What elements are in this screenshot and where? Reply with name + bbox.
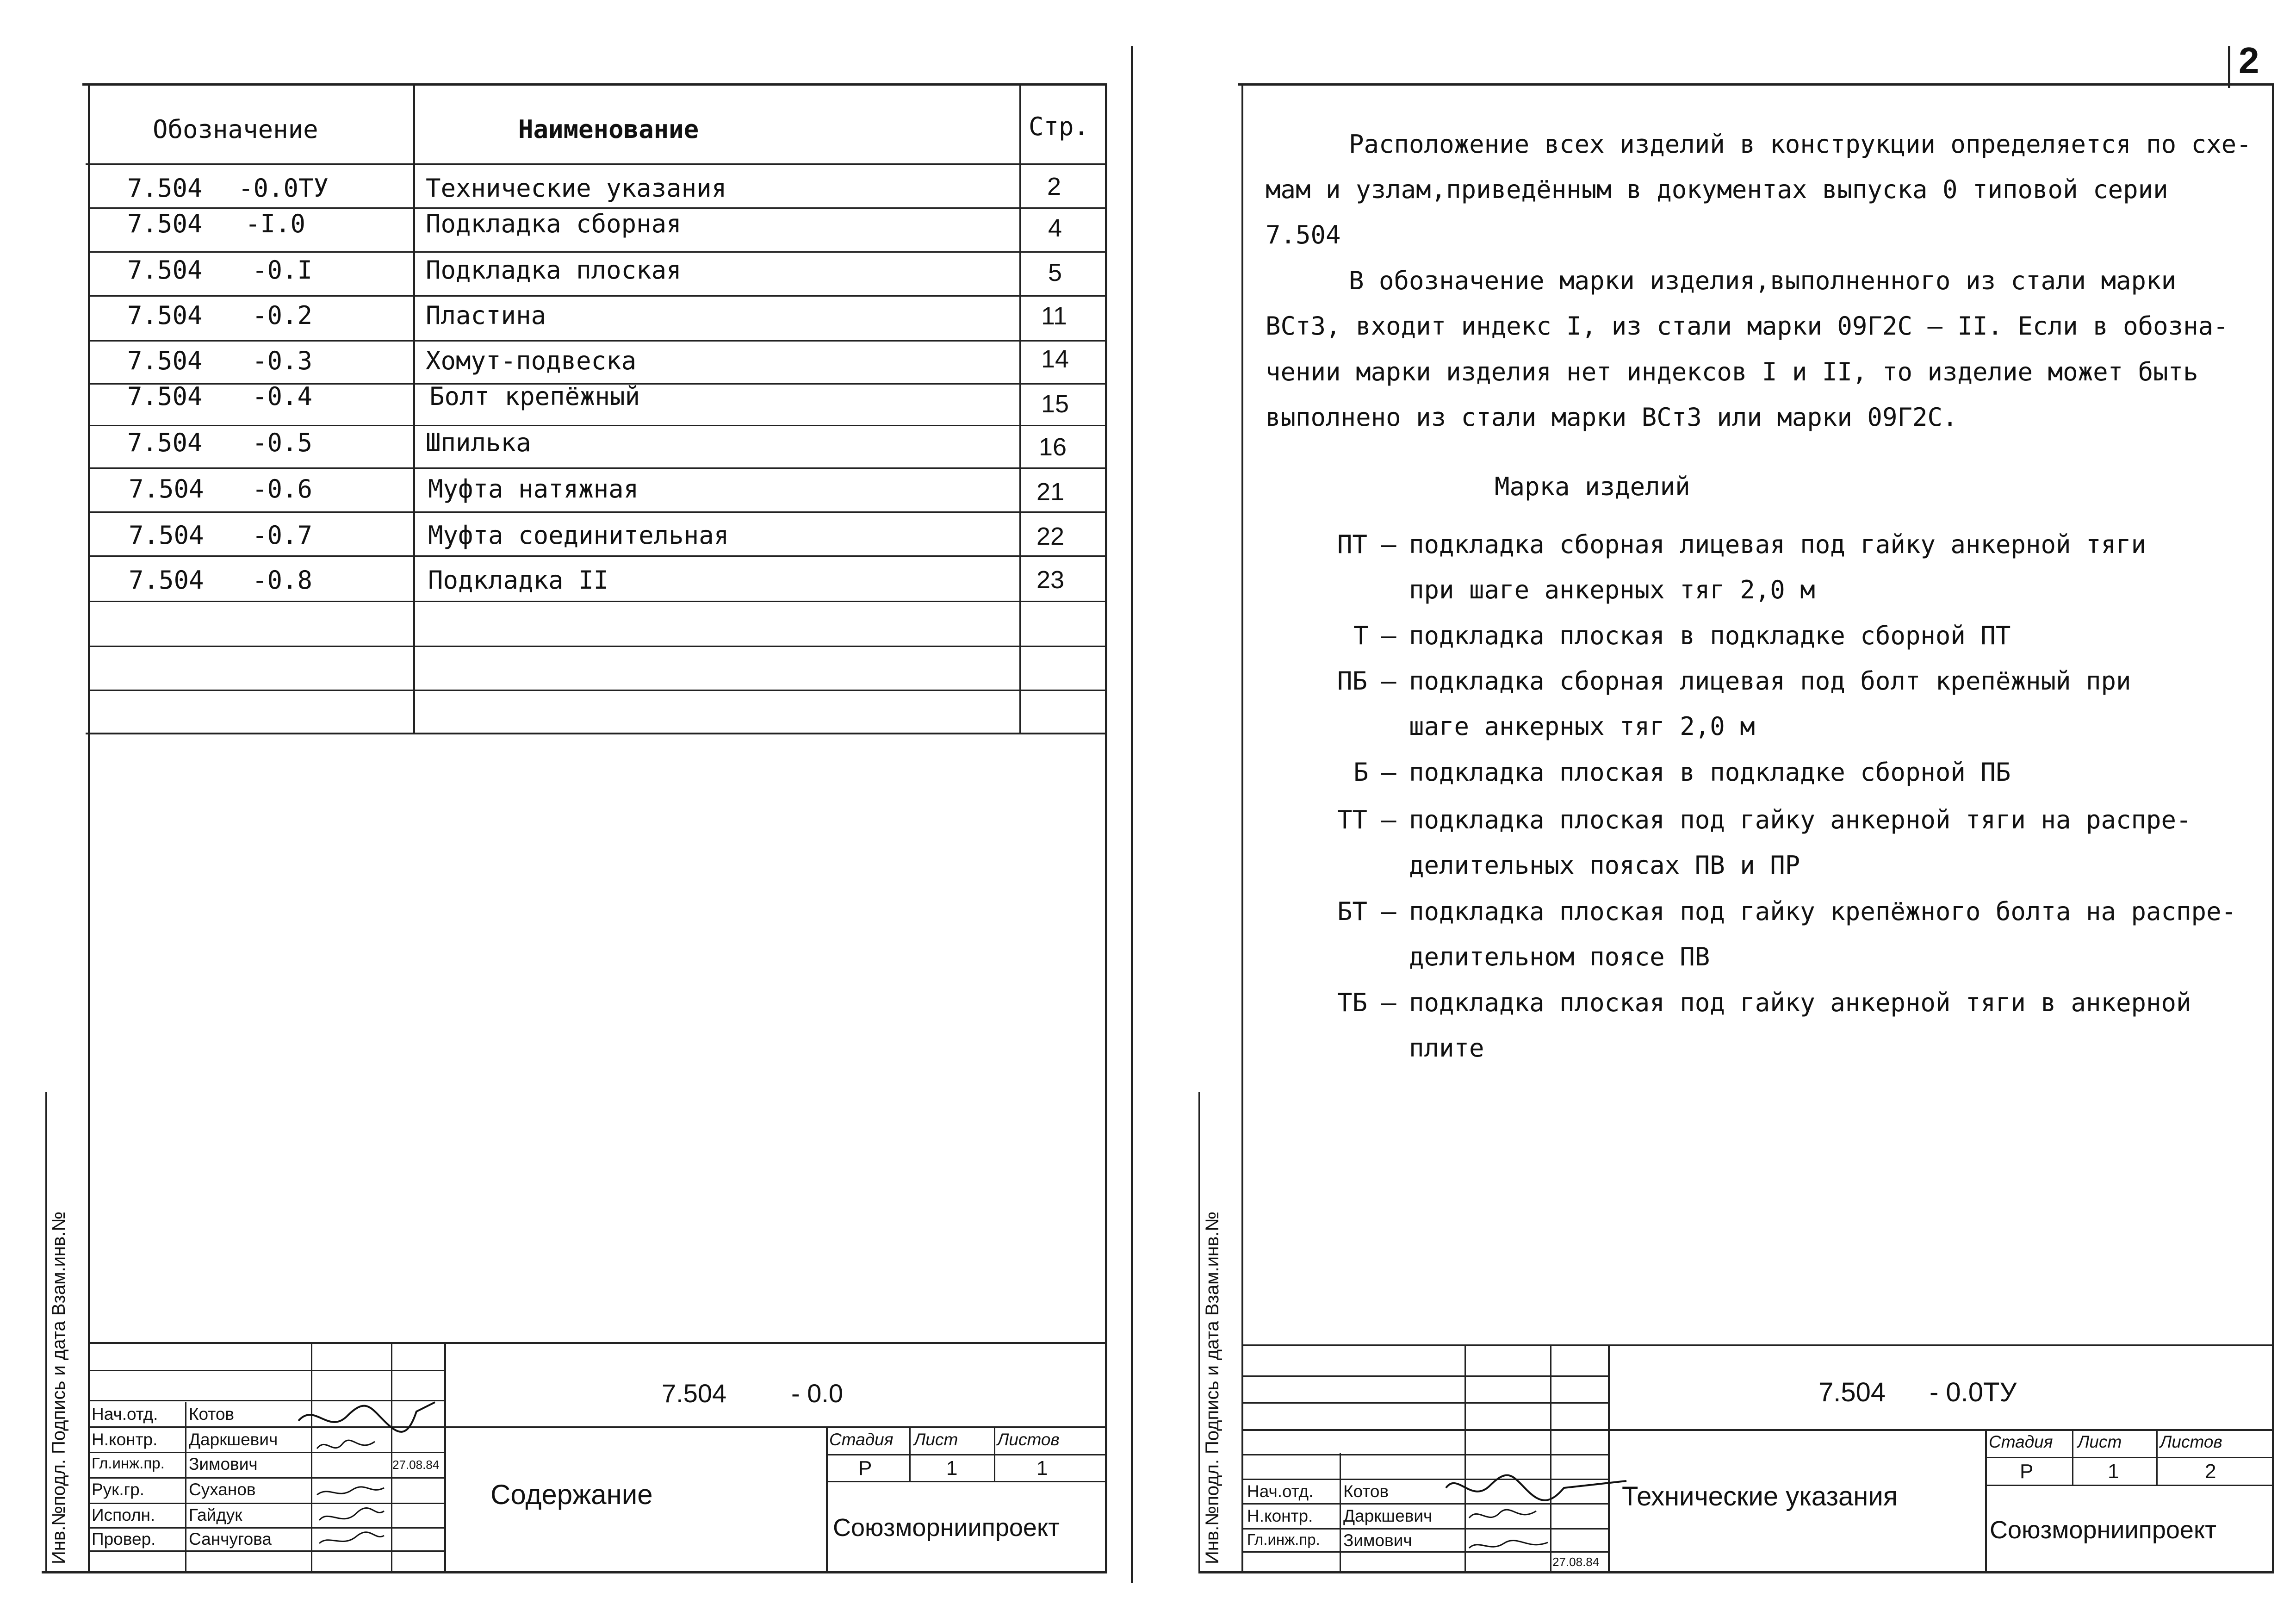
sheet-value: 1 (946, 1457, 958, 1480)
doc-series: 7.504 (1818, 1377, 1886, 1407)
signature-icon (1444, 1467, 1629, 1509)
row-series: 7.504 (129, 521, 204, 550)
paragraph-line: чении марки изделия нет индексов I и II, то изделие может быть (1266, 357, 2198, 386)
sheets-label: Листов (2160, 1432, 2222, 1451)
row-name: Пластина (426, 301, 546, 330)
row-code: -0.4 (252, 382, 313, 411)
row-name: Муфта соединительная (428, 521, 729, 550)
row-page: 14 (1041, 345, 1069, 373)
person-name: Котов (1343, 1482, 1389, 1501)
row-series: 7.504 (127, 346, 203, 375)
row-name: Подкладка сборная (426, 209, 682, 238)
organization: Союзморниипроект (833, 1514, 1060, 1542)
row-name: Подкладка плоская (426, 255, 682, 285)
row-code: -0.2 (252, 301, 313, 330)
row-name: Технические указания (426, 174, 727, 203)
sign-date: 27.08.84 (1552, 1555, 1600, 1569)
row-name: Подкладка II (428, 566, 609, 595)
role-label: Провер. (92, 1530, 156, 1548)
row-page: 15 (1041, 390, 1069, 418)
row-name: Хомут-подвеска (426, 346, 637, 375)
row-code: -0.0ТУ (238, 174, 329, 203)
role-label: Нач.отд. (92, 1405, 158, 1424)
header-name: Наименование (518, 115, 699, 144)
signature-icon (315, 1435, 379, 1458)
sheet-label: Лист (2078, 1432, 2122, 1451)
role-label: Гл.инж.пр. (1247, 1531, 1320, 1548)
row-series: 7.504 (127, 428, 203, 457)
side-stamp: Инв.№подл. Подпись и дата Взам.инв.№ (49, 1211, 69, 1564)
person-name: Котов (189, 1405, 235, 1424)
row-page: 23 (1036, 566, 1065, 594)
row-name: Болт крепёжный (429, 382, 640, 411)
row-series: 7.504 (127, 301, 203, 330)
role-label: Нач.отд. (1247, 1482, 1314, 1501)
row-code: -0.I (252, 255, 313, 285)
row-code: -0.8 (252, 566, 313, 595)
person-name: Санчугова (189, 1530, 272, 1548)
signature-icon (1467, 1504, 1541, 1527)
row-code: -0.6 (252, 474, 313, 504)
paragraph-line: ВСт3, входит индекс I, из стали марки 09Г2С – II. Если в обозна- (1266, 311, 2228, 341)
row-series: 7.504 (127, 209, 203, 238)
row-series: 7.504 (127, 382, 203, 411)
row-code: -0.3 (252, 346, 313, 375)
doc-code: - 0.0 (791, 1379, 844, 1408)
person-name: Гайдук (189, 1505, 242, 1524)
header-page: Стр. (1029, 112, 1089, 141)
row-page: 4 (1048, 214, 1062, 242)
person-name: Зимович (189, 1455, 258, 1474)
role-label: Гл.инж.пр. (92, 1455, 165, 1472)
stage-label: Стадия (829, 1430, 894, 1449)
stage-label: Стадия (1989, 1432, 2053, 1451)
role-label: Н.контр. (1247, 1506, 1313, 1525)
sign-date: 27.08.84 (392, 1458, 440, 1472)
person-name: Даркшевич (189, 1430, 278, 1449)
sheets-value: 1 (1036, 1457, 1048, 1480)
row-series: 7.504 (129, 474, 204, 504)
row-series: 7.504 (127, 174, 203, 203)
row-page: 21 (1036, 478, 1065, 506)
role-label: Н.контр. (92, 1430, 158, 1449)
row-page: 22 (1036, 522, 1065, 550)
stage-value: Р (2020, 1460, 2034, 1483)
person-name: Зимович (1343, 1531, 1412, 1550)
page-number: 2 (2239, 40, 2259, 81)
row-name: Шпилька (426, 428, 531, 457)
row-series: 7.504 (129, 566, 204, 595)
row-series: 7.504 (127, 255, 203, 285)
doc-title: Содержание (490, 1479, 653, 1510)
paragraph-line: В обозначение марки изделия,выполненного из стали марки (1349, 266, 2177, 295)
stage-value: Р (858, 1457, 872, 1480)
header-designation: Обозначение (153, 115, 318, 144)
row-page: 16 (1039, 433, 1067, 461)
doc-series: 7.504 (662, 1379, 727, 1408)
person-name: Суханов (189, 1480, 256, 1499)
paragraph-line: Расположение всех изделий в конструкции определяется по схе- (1349, 130, 2252, 159)
row-name: Муфта натяжная (428, 474, 639, 504)
organization: Союзморниипроект (1990, 1516, 2216, 1544)
sheets-label: Листов (997, 1430, 1060, 1449)
row-code: -0.5 (252, 428, 313, 457)
signature-icon (1467, 1534, 1550, 1557)
paragraph-line: 7.504 (1266, 220, 1341, 249)
row-page: 2 (1047, 173, 1061, 200)
row-page: 5 (1048, 259, 1062, 286)
role-label: Рук.гр. (92, 1480, 144, 1499)
paragraph-line: выполнено из стали марки ВСт3 или марки 09Г2С. (1266, 403, 1958, 432)
row-code: -0.7 (252, 521, 313, 550)
sheet-value: 1 (2108, 1460, 2119, 1483)
role-label: Исполн. (92, 1505, 155, 1524)
paragraph-line: мам и узлам,приведённым в документах выпуска 0 типовой серии (1266, 175, 2168, 204)
row-page: 11 (1041, 302, 1067, 330)
sheet-label: Лист (914, 1430, 958, 1449)
marks-heading: Марка изделий (1495, 472, 1690, 501)
row-code: -I.0 (245, 209, 306, 238)
sheets-value: 2 (2205, 1460, 2216, 1483)
doc-code: - 0.0ТУ (1930, 1377, 2017, 1407)
side-stamp: Инв.№подл. Подпись и дата Взам.инв.№ (1202, 1211, 1222, 1564)
signature-icon (315, 1481, 389, 1550)
doc-title: Технические указания (1622, 1481, 1898, 1511)
sheet-separator (1131, 46, 1133, 1583)
person-name: Даркшевич (1343, 1506, 1433, 1525)
